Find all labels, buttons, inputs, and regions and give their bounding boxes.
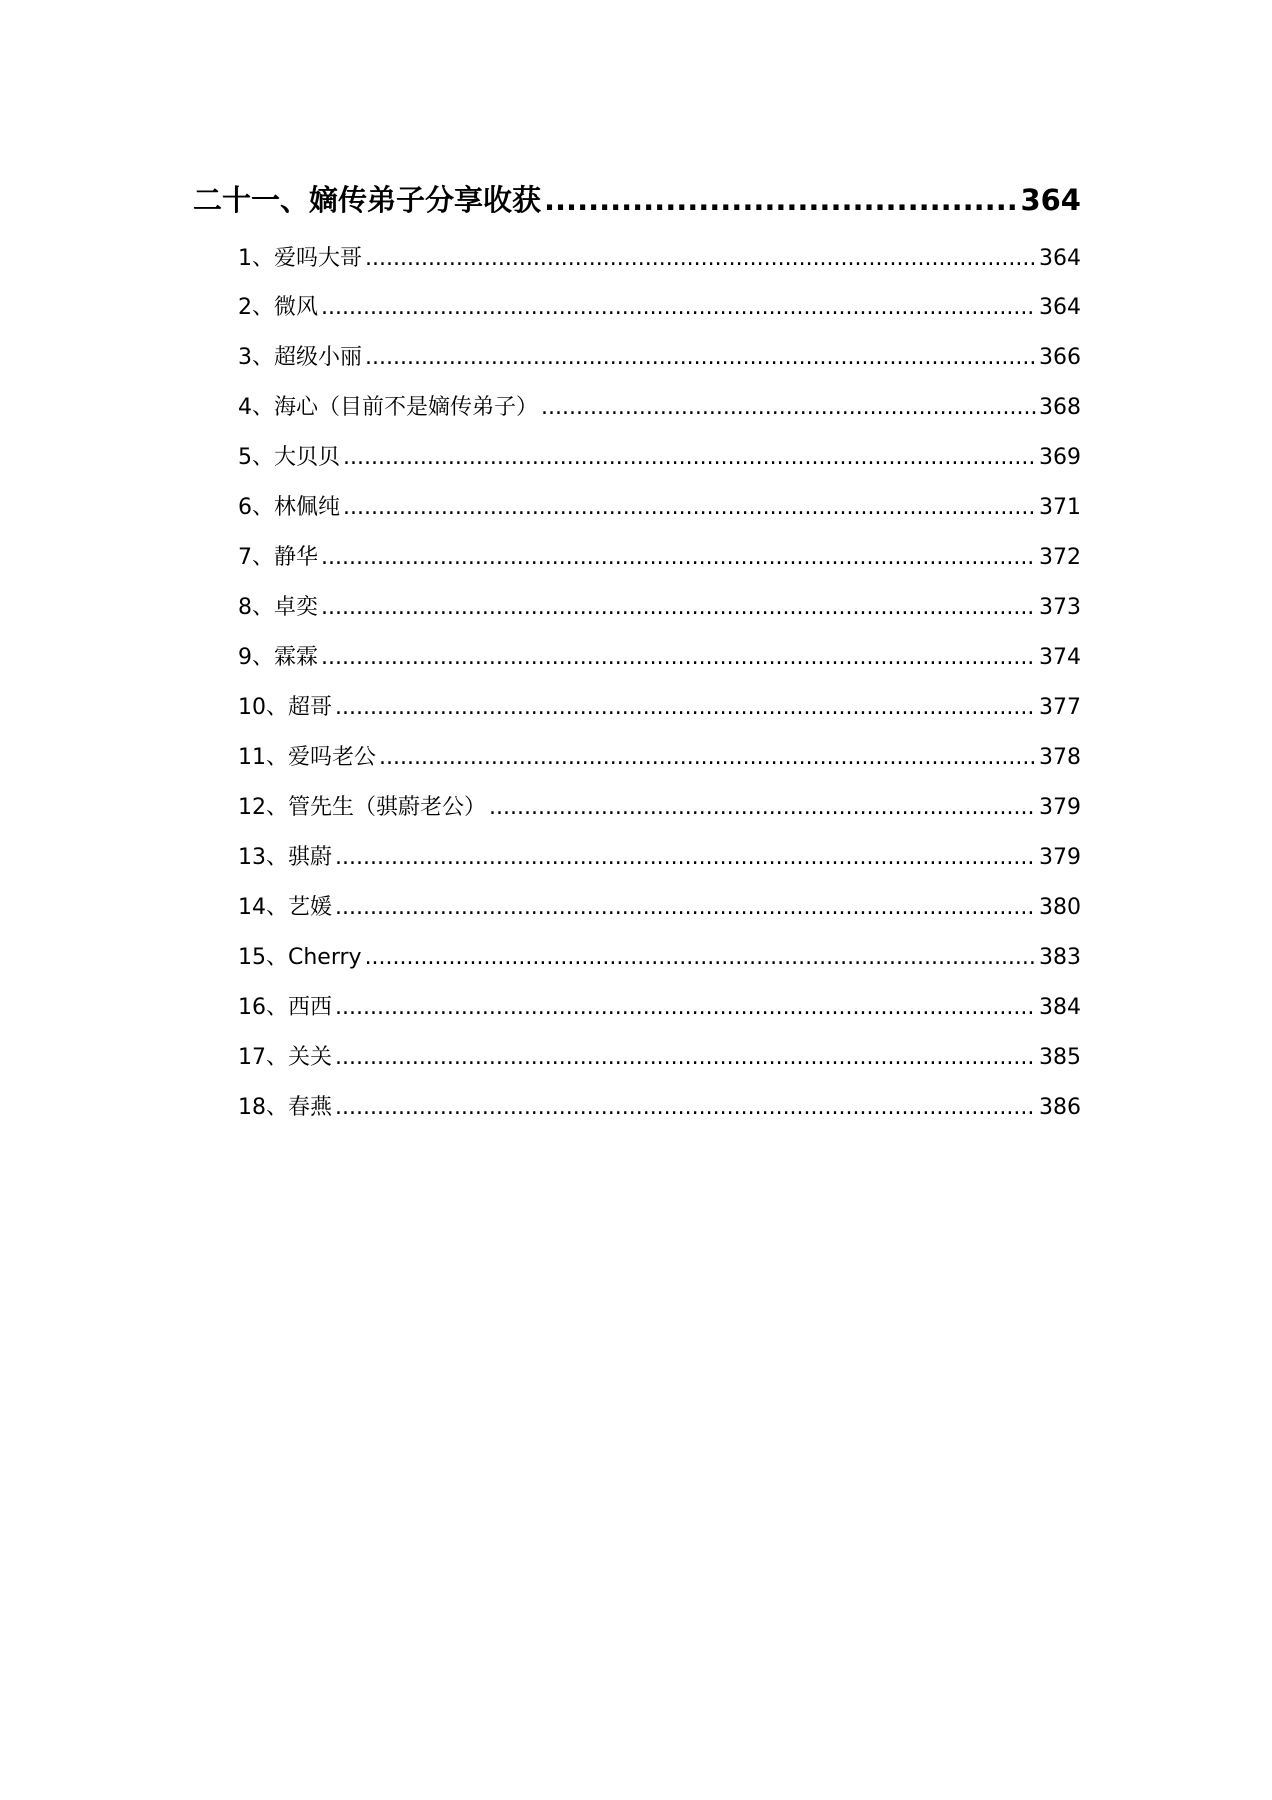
toc-entry-title: 3、超级小丽 bbox=[238, 345, 362, 370]
toc-entry-page-number: 366 bbox=[1039, 345, 1081, 370]
toc-entry-title: 7、静华 bbox=[238, 545, 318, 570]
dot-leader bbox=[321, 541, 1036, 575]
toc-entry-page-number: 377 bbox=[1039, 695, 1081, 720]
toc-entry[interactable] bbox=[238, 1091, 1081, 1125]
dot-leader bbox=[335, 841, 1036, 875]
toc-entry[interactable] bbox=[238, 491, 1081, 525]
toc-entry-page-number: 386 bbox=[1039, 1095, 1081, 1120]
toc-entry-page-number: 378 bbox=[1039, 745, 1081, 770]
toc-entry-title: 10、超哥 bbox=[238, 695, 332, 720]
toc-entry[interactable] bbox=[238, 291, 1081, 325]
toc-entry[interactable] bbox=[238, 341, 1081, 375]
toc-entry[interactable] bbox=[238, 441, 1081, 475]
toc-entry[interactable] bbox=[238, 641, 1081, 675]
toc-section-title: 二十一、嫡传弟子分享收获 bbox=[193, 183, 542, 217]
toc-entry-title: 1、爱吗大哥 bbox=[238, 246, 362, 271]
toc-entry-title: 2、微风 bbox=[238, 295, 318, 320]
dot-leader bbox=[365, 341, 1036, 375]
toc-entry-page-number: 374 bbox=[1039, 645, 1081, 670]
toc-entry[interactable] bbox=[238, 991, 1081, 1025]
toc-entry[interactable] bbox=[238, 391, 1081, 425]
toc-entry[interactable] bbox=[238, 941, 1081, 975]
dot-leader bbox=[321, 291, 1036, 325]
toc-entry-title: 12、管先生（骐蔚老公） bbox=[238, 795, 486, 820]
toc-entry-title: 14、艺媛 bbox=[238, 895, 332, 920]
toc-entry[interactable] bbox=[238, 1041, 1081, 1075]
toc-entry[interactable] bbox=[238, 841, 1081, 875]
toc-section-page-number: 364 bbox=[1020, 183, 1081, 217]
toc-entry-title: 6、林佩纯 bbox=[238, 495, 340, 520]
toc-section-heading[interactable] bbox=[193, 178, 1081, 222]
toc-entry-title: 15、Cherry bbox=[238, 945, 362, 970]
toc-entry[interactable] bbox=[238, 791, 1081, 825]
toc-entry-page-number: 364 bbox=[1039, 295, 1081, 320]
dot-leader bbox=[321, 641, 1036, 675]
toc-entry-page-number: 364 bbox=[1039, 246, 1081, 271]
dot-leader bbox=[335, 891, 1036, 925]
toc-entry[interactable] bbox=[238, 591, 1081, 625]
dot-leader bbox=[343, 491, 1036, 525]
toc-entry-title: 11、爱吗老公 bbox=[238, 745, 376, 770]
toc-entry-title: 8、卓奕 bbox=[238, 595, 318, 620]
toc-entry[interactable] bbox=[238, 891, 1081, 925]
dot-leader bbox=[335, 991, 1036, 1025]
toc-entry-page-number: 379 bbox=[1039, 795, 1081, 820]
toc-entry[interactable] bbox=[238, 691, 1081, 725]
toc-entry-page-number: 379 bbox=[1039, 845, 1081, 870]
dot-leader bbox=[544, 178, 1017, 222]
dot-leader bbox=[343, 441, 1036, 475]
dot-leader bbox=[321, 591, 1036, 625]
dot-leader bbox=[489, 791, 1036, 825]
toc-entry-page-number: 384 bbox=[1039, 995, 1081, 1020]
dot-leader bbox=[365, 242, 1036, 276]
toc-entry-page-number: 373 bbox=[1039, 595, 1081, 620]
toc-entry-title: 5、大贝贝 bbox=[238, 445, 340, 470]
toc-entry[interactable] bbox=[238, 741, 1081, 775]
toc-entry-page-number: 372 bbox=[1039, 545, 1081, 570]
toc-entry[interactable] bbox=[238, 541, 1081, 575]
toc-entry-page-number: 368 bbox=[1039, 395, 1081, 420]
toc-entry-title: 13、骐蔚 bbox=[238, 845, 332, 870]
toc-entry-title: 18、春燕 bbox=[238, 1095, 332, 1120]
toc-entry-title: 17、关关 bbox=[238, 1045, 332, 1070]
toc-entry-page-number: 383 bbox=[1039, 945, 1081, 970]
dot-leader bbox=[379, 741, 1036, 775]
toc-entry-page-number: 385 bbox=[1039, 1045, 1081, 1070]
dot-leader bbox=[365, 941, 1036, 975]
dot-leader bbox=[335, 1091, 1036, 1125]
toc-entry[interactable] bbox=[238, 242, 1081, 276]
toc-entry-page-number: 369 bbox=[1039, 445, 1081, 470]
toc-entry-title: 16、西西 bbox=[238, 995, 332, 1020]
toc-entry-title: 4、海心（目前不是嫡传弟子） bbox=[238, 395, 538, 420]
dot-leader bbox=[541, 391, 1036, 425]
toc-entry-page-number: 371 bbox=[1039, 495, 1081, 520]
toc-entry-page-number: 380 bbox=[1039, 895, 1081, 920]
dot-leader bbox=[335, 1041, 1036, 1075]
toc-entry-title: 9、霖霖 bbox=[238, 645, 318, 670]
dot-leader bbox=[335, 691, 1036, 725]
